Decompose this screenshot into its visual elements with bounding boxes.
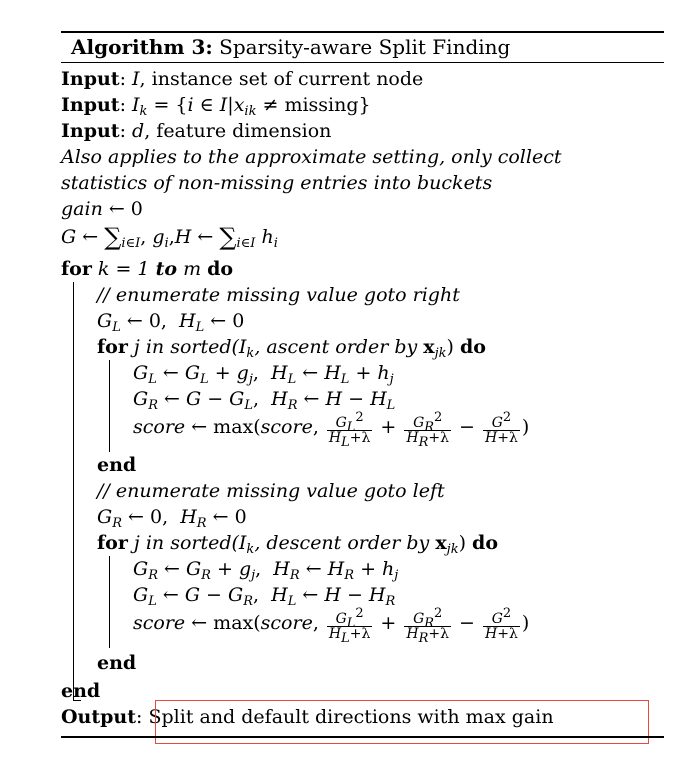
comment-line-2: statistics of non-missing entries into buckets [61, 172, 493, 194]
input-line-2: Input: $I_k = \{i$ ∈ $I|x_{ik} \ne missing$} [61, 94, 371, 119]
loop-bound: m [183, 258, 202, 280]
input-keyword: Input [61, 94, 120, 116]
right-pass-end: end [97, 454, 137, 476]
caption-title: Sparsity-aware Split Finding [219, 35, 511, 59]
outer-for-line [61, 256, 233, 282]
comment-line-1: Also applies to the approximate setting, only collect [61, 146, 562, 168]
left-pass-end: end [97, 652, 137, 674]
left-pass-update: $G_R$ ← $G_R + g_j$, $H_R$ ← $H_R + h_j$ [133, 558, 399, 583]
algorithm-block [61, 0, 664, 770]
right-pass-for: for j in $sorted(I_k$, ascent order by $x_{jk}$) do [97, 336, 486, 361]
right-pass-complement: $G_R$ ← $G - G_L$, $H_R$ ← $H - H_L$ [133, 388, 396, 413]
algorithm-caption [71, 34, 510, 60]
left-pass-complement: $G_L$ ← $G - G_R$, $H_L$ ← $H - H_R$ [133, 584, 396, 609]
caption-label: Algorithm 3: [71, 35, 213, 59]
input-line-1: Input: I, instance set of current node [61, 68, 424, 90]
top-rule [61, 31, 664, 33]
loop-start: k = 1 [97, 258, 150, 280]
bottom-rule [61, 736, 664, 738]
input-line-3: Input: d, feature dimension [61, 120, 332, 142]
right-pass-comment: // enumerate missing value goto right [97, 284, 460, 306]
outer-end: end [61, 680, 101, 702]
mid-rule [61, 62, 664, 63]
init-gain: gain ← 0 [61, 198, 143, 220]
keyword-to: to [155, 258, 178, 280]
right-pass-score: score ← max(score, $\frac{G_L^2}{H_L+\lambda}$ + $\frac{G_R^2}{H_R+\lambda}$ − $\frac{G^2}{H+\lambda}$ ) [133, 410, 530, 450]
right-inner-bar [109, 360, 110, 452]
init-sums: G ← $\sum_{i\in I}$, $g_i,H$ ← $\sum_{i\in I}$ $h_i$ [61, 223, 278, 251]
right-pass-update: $G_L$ ← $G_L + g_j$, $H_L$ ← $H_L + h_j$ [133, 362, 394, 387]
output-keyword: Output [61, 706, 137, 728]
right-pass-reset: $G_L$ ← 0, $H_L$ ← 0 [97, 310, 245, 335]
keyword-for: for [61, 258, 92, 280]
input-keyword: Input [61, 120, 120, 142]
left-pass-reset: $G_R$ ← 0, $H_R$ ← 0 [97, 506, 247, 531]
outer-loop-bar [73, 282, 74, 700]
output-line: Output: Split and default directions with max gain [61, 706, 554, 728]
output-text: Split and default directions with max gain [148, 706, 554, 728]
left-pass-comment: // enumerate missing value goto left [97, 480, 445, 502]
left-pass-score: score ← max(score, $\frac{G_L^2}{H_L+\lambda}$ + $\frac{G_R^2}{H_R+\lambda}$ − $\frac{G^2}{H+\lambda}$ ) [133, 606, 530, 646]
input-keyword: Input [61, 68, 120, 90]
left-pass-for: for j in $sorted(I_k$, descent order by $x_{jk}$) do [97, 532, 499, 557]
keyword-do: do [207, 258, 234, 280]
left-inner-bar [109, 556, 110, 648]
